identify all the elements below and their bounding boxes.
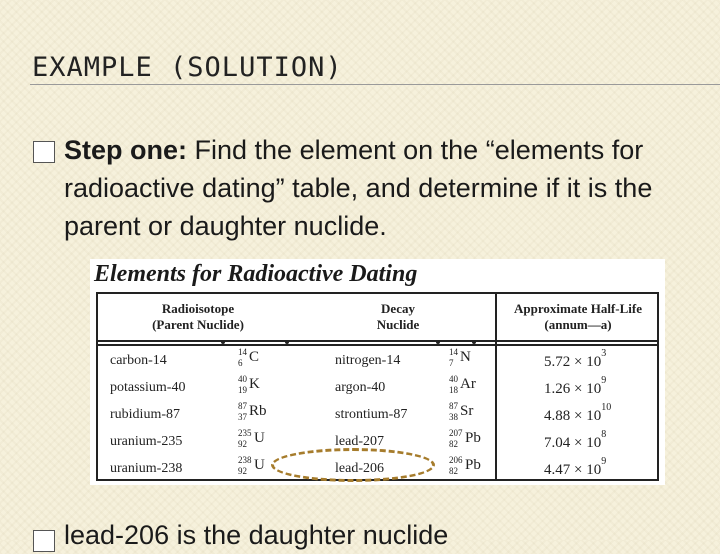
parent-atomic-number: 92	[238, 439, 247, 449]
header-half-life-line1: Approximate Half-Life	[514, 301, 642, 316]
half-life-exponent: 9	[601, 375, 607, 386]
parent-nuclide-cell: uranium-238	[110, 461, 183, 476]
daughter-mass-number: 207	[449, 428, 463, 438]
title-underline	[30, 84, 720, 85]
divider-dot	[221, 340, 225, 344]
half-life-exponent: 9	[601, 456, 607, 467]
bullet-box-icon	[33, 141, 55, 163]
daughter-isotope-symbol	[449, 347, 493, 373]
step-one-text: Find the element on the “elements for radioactive dating” table, and determine if it is the parent or daughter nuclide.	[64, 135, 653, 241]
parent-mass-number: 238	[238, 455, 252, 465]
daughter-nuclide-cell: argon-40	[335, 380, 386, 395]
parent-atomic-number: 6	[238, 358, 243, 368]
divider-dot	[472, 340, 476, 344]
parent-mass-number: 87	[238, 401, 247, 411]
parent-element-symbol: C	[249, 349, 260, 365]
daughter-atomic-number: 82	[449, 466, 458, 476]
parent-atomic-number: 92	[238, 466, 247, 476]
half-life-exponent: 3	[601, 348, 607, 359]
half-life-cell	[544, 429, 607, 452]
step-two-paragraph: lead-206 is the daughter nuclide	[64, 520, 449, 550]
half-life-exponent: 8	[601, 429, 607, 440]
parent-element-symbol: U	[254, 457, 265, 473]
daughter-atomic-number: 7	[449, 358, 454, 368]
daughter-element-symbol: N	[460, 349, 471, 365]
parent-mass-number: 40	[238, 374, 247, 384]
parent-atomic-number: 19	[238, 385, 247, 395]
header-radioisotope	[108, 301, 288, 333]
daughter-nuclide-cell: nitrogen-14	[335, 353, 401, 368]
half-life-cell	[544, 375, 607, 398]
header-decay-nuclide	[338, 301, 458, 333]
daughter-isotope-symbol	[449, 374, 493, 400]
half-life-base: 5.72 × 10	[544, 354, 602, 370]
header-radioisotope-line1: Radioisotope	[161, 301, 235, 316]
parent-nuclide-cell: potassium-40	[110, 380, 186, 395]
parent-isotope-symbol	[238, 428, 278, 454]
parent-nuclide-cell: uranium-235	[110, 434, 183, 449]
header-half-life-line2: (annum—a)	[544, 317, 612, 332]
half-life-cell	[544, 456, 607, 479]
header-decay-line2: Nuclide	[376, 317, 420, 332]
half-life-base: 7.04 × 10	[544, 435, 602, 451]
parent-element-symbol: K	[249, 376, 260, 392]
daughter-mass-number: 40	[449, 374, 458, 384]
parent-nuclide-cell: carbon-14	[110, 353, 167, 368]
bullet-box-icon	[33, 530, 55, 552]
half-life-cell	[544, 348, 607, 371]
daughter-element-symbol: Ar	[460, 376, 476, 392]
header-decay-line1: Decay	[381, 301, 415, 316]
half-life-base: 1.26 × 10	[544, 381, 602, 397]
daughter-atomic-number: 82	[449, 439, 458, 449]
half-life-cell	[544, 402, 612, 425]
parent-mass-number: 14	[238, 347, 247, 357]
column-divider	[495, 294, 497, 479]
daughter-mass-number: 206	[449, 455, 463, 465]
daughter-mass-number: 14	[449, 347, 458, 357]
half-life-base: 4.88 × 10	[544, 408, 602, 424]
parent-atomic-number: 37	[238, 412, 247, 422]
daughter-nuclide-cell: lead-206	[335, 461, 384, 476]
daughter-element-symbol: Sr	[460, 403, 474, 419]
slide-title: EXAMPLE (SOLUTION)	[32, 52, 343, 83]
parent-element-symbol: Rb	[249, 403, 267, 419]
daughter-isotope-symbol	[449, 428, 493, 454]
parent-nuclide-cell: rubidium-87	[110, 407, 180, 422]
header-divider	[98, 344, 657, 346]
step-one-paragraph	[64, 131, 704, 245]
daughter-isotope-symbol	[449, 455, 493, 481]
lead-206-highlight-ellipse	[271, 448, 435, 482]
daughter-element-symbol: Pb	[465, 430, 481, 446]
parent-isotope-symbol	[238, 374, 278, 400]
parent-isotope-symbol	[238, 347, 278, 373]
divider-dot	[436, 340, 440, 344]
daughter-atomic-number: 38	[449, 412, 458, 422]
parent-isotope-symbol	[238, 401, 278, 427]
header-radioisotope-line2: (Parent Nuclide)	[152, 317, 244, 332]
daughter-atomic-number: 18	[449, 385, 458, 395]
daughter-nuclide-cell: strontium-87	[335, 407, 408, 422]
parent-element-symbol: U	[254, 430, 265, 446]
step-one-label: Step one:	[64, 135, 188, 165]
divider-dot	[285, 340, 289, 344]
half-life-base: 4.47 × 10	[544, 462, 602, 478]
daughter-element-symbol: Pb	[465, 457, 481, 473]
daughter-mass-number: 87	[449, 401, 458, 411]
daughter-nuclide-cell: lead-207	[335, 434, 384, 449]
daughter-isotope-symbol	[449, 401, 493, 427]
header-half-life	[498, 301, 658, 333]
parent-mass-number: 235	[238, 428, 252, 438]
header-divider	[98, 340, 657, 342]
table-title: Elements for Radioactive Dating	[94, 261, 418, 287]
half-life-exponent: 10	[601, 402, 612, 413]
